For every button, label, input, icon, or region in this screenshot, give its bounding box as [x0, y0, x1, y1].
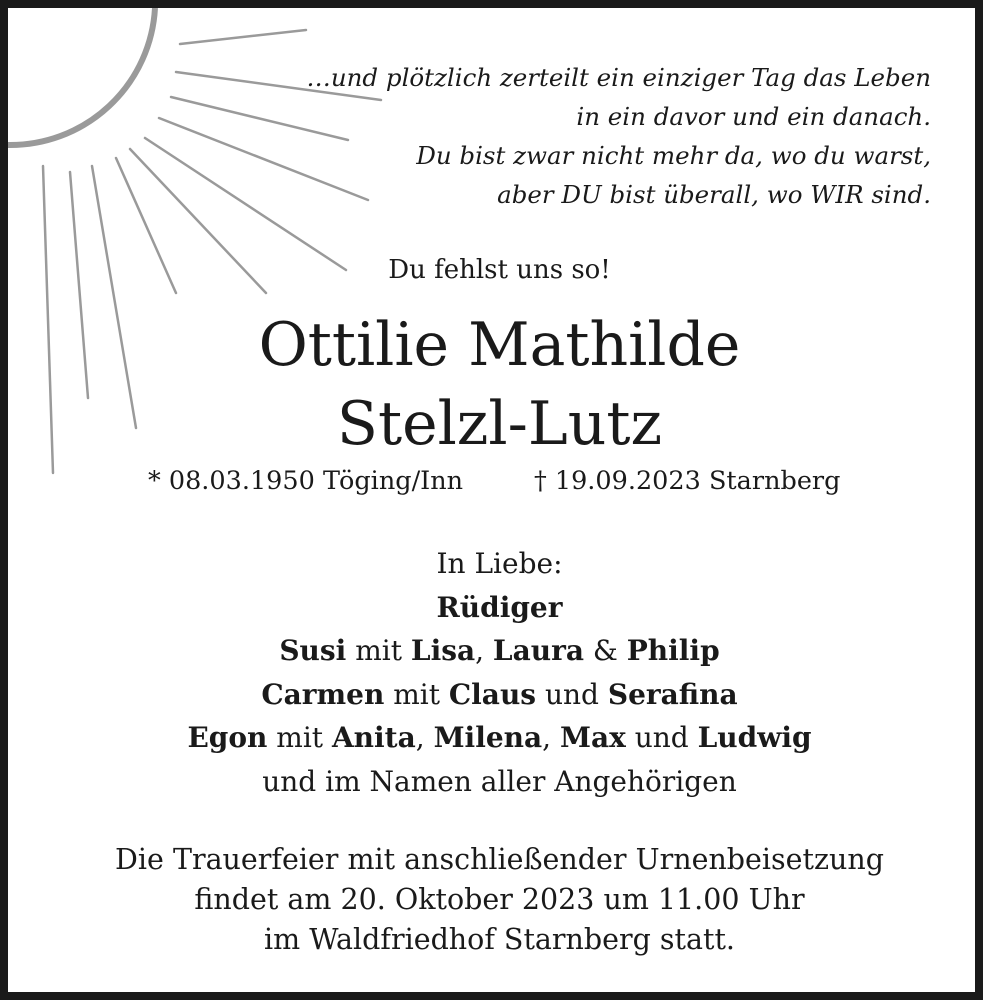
connector-text: mit: [384, 677, 449, 711]
mourners-line: [8, 629, 983, 673]
quote-line: …und plötzlich zerteilt ein einziger Tag das Leben: [306, 63, 931, 92]
mourner-name: Egon: [187, 721, 268, 754]
deceased-name-line2: Stelzl-Lutz: [336, 389, 663, 459]
poem-quote: [306, 58, 931, 214]
sun-arc: [8, 8, 155, 145]
connector-text: ,: [475, 634, 493, 667]
mourner-name: Milena: [433, 721, 543, 754]
birth-date: * 08.03.1950 Töging/Inn: [148, 466, 464, 496]
connector-text: mit: [267, 721, 332, 754]
connector-text: und: [625, 721, 698, 754]
mourners-block: [8, 542, 983, 803]
mourner-name: Claus: [448, 677, 537, 711]
mourner-name: Lisa: [410, 634, 476, 667]
mourner-name: Anita: [331, 721, 416, 754]
mourners-line: [8, 586, 983, 630]
connector-text: mit: [346, 634, 411, 667]
death-date: † 19.09.2023 Starnberg: [534, 466, 841, 496]
mourner-name: Philip: [626, 634, 720, 667]
quote-line: aber DU bist überall, wo WIR sind.: [497, 180, 931, 209]
deceased-name: [8, 306, 983, 464]
mourners-line: [8, 716, 983, 760]
mourner-name: Laura: [492, 634, 585, 667]
connector-text: ,: [415, 721, 434, 754]
mourner-name: Ludwig: [697, 721, 812, 754]
deceased-name-line1: Ottilie Mathilde: [258, 310, 741, 380]
mourner-name: Max: [559, 721, 626, 754]
connector-text: &: [584, 634, 627, 667]
ceremony-line: findet am 20. Oktober 2023 um 11.00 Uhr: [194, 883, 805, 916]
connector-text: und: [536, 677, 608, 711]
mourner-name: Rüdiger: [436, 590, 563, 624]
mourners-line: [8, 673, 983, 717]
quote-line: in ein davor und ein danach.: [576, 102, 931, 131]
mourner-name: Carmen: [261, 677, 385, 711]
ceremony-line: im Waldfriedhof Starnberg statt.: [264, 923, 735, 956]
ceremony-info: [8, 840, 983, 960]
ceremony-line: Die Trauerfeier mit anschließender Urnenbeisetzung: [115, 843, 884, 876]
quote-line: Du bist zwar nicht mehr da, wo du warst,: [416, 141, 931, 170]
mourners-intro: In Liebe:: [436, 547, 563, 580]
miss-line: Du fehlst uns so!: [388, 255, 611, 285]
connector-text: ,: [542, 721, 560, 754]
mourner-name: Serafina: [607, 677, 738, 711]
mourners-closing: und im Namen aller Angehörigen: [262, 764, 737, 798]
mourner-name: Susi: [279, 634, 347, 667]
